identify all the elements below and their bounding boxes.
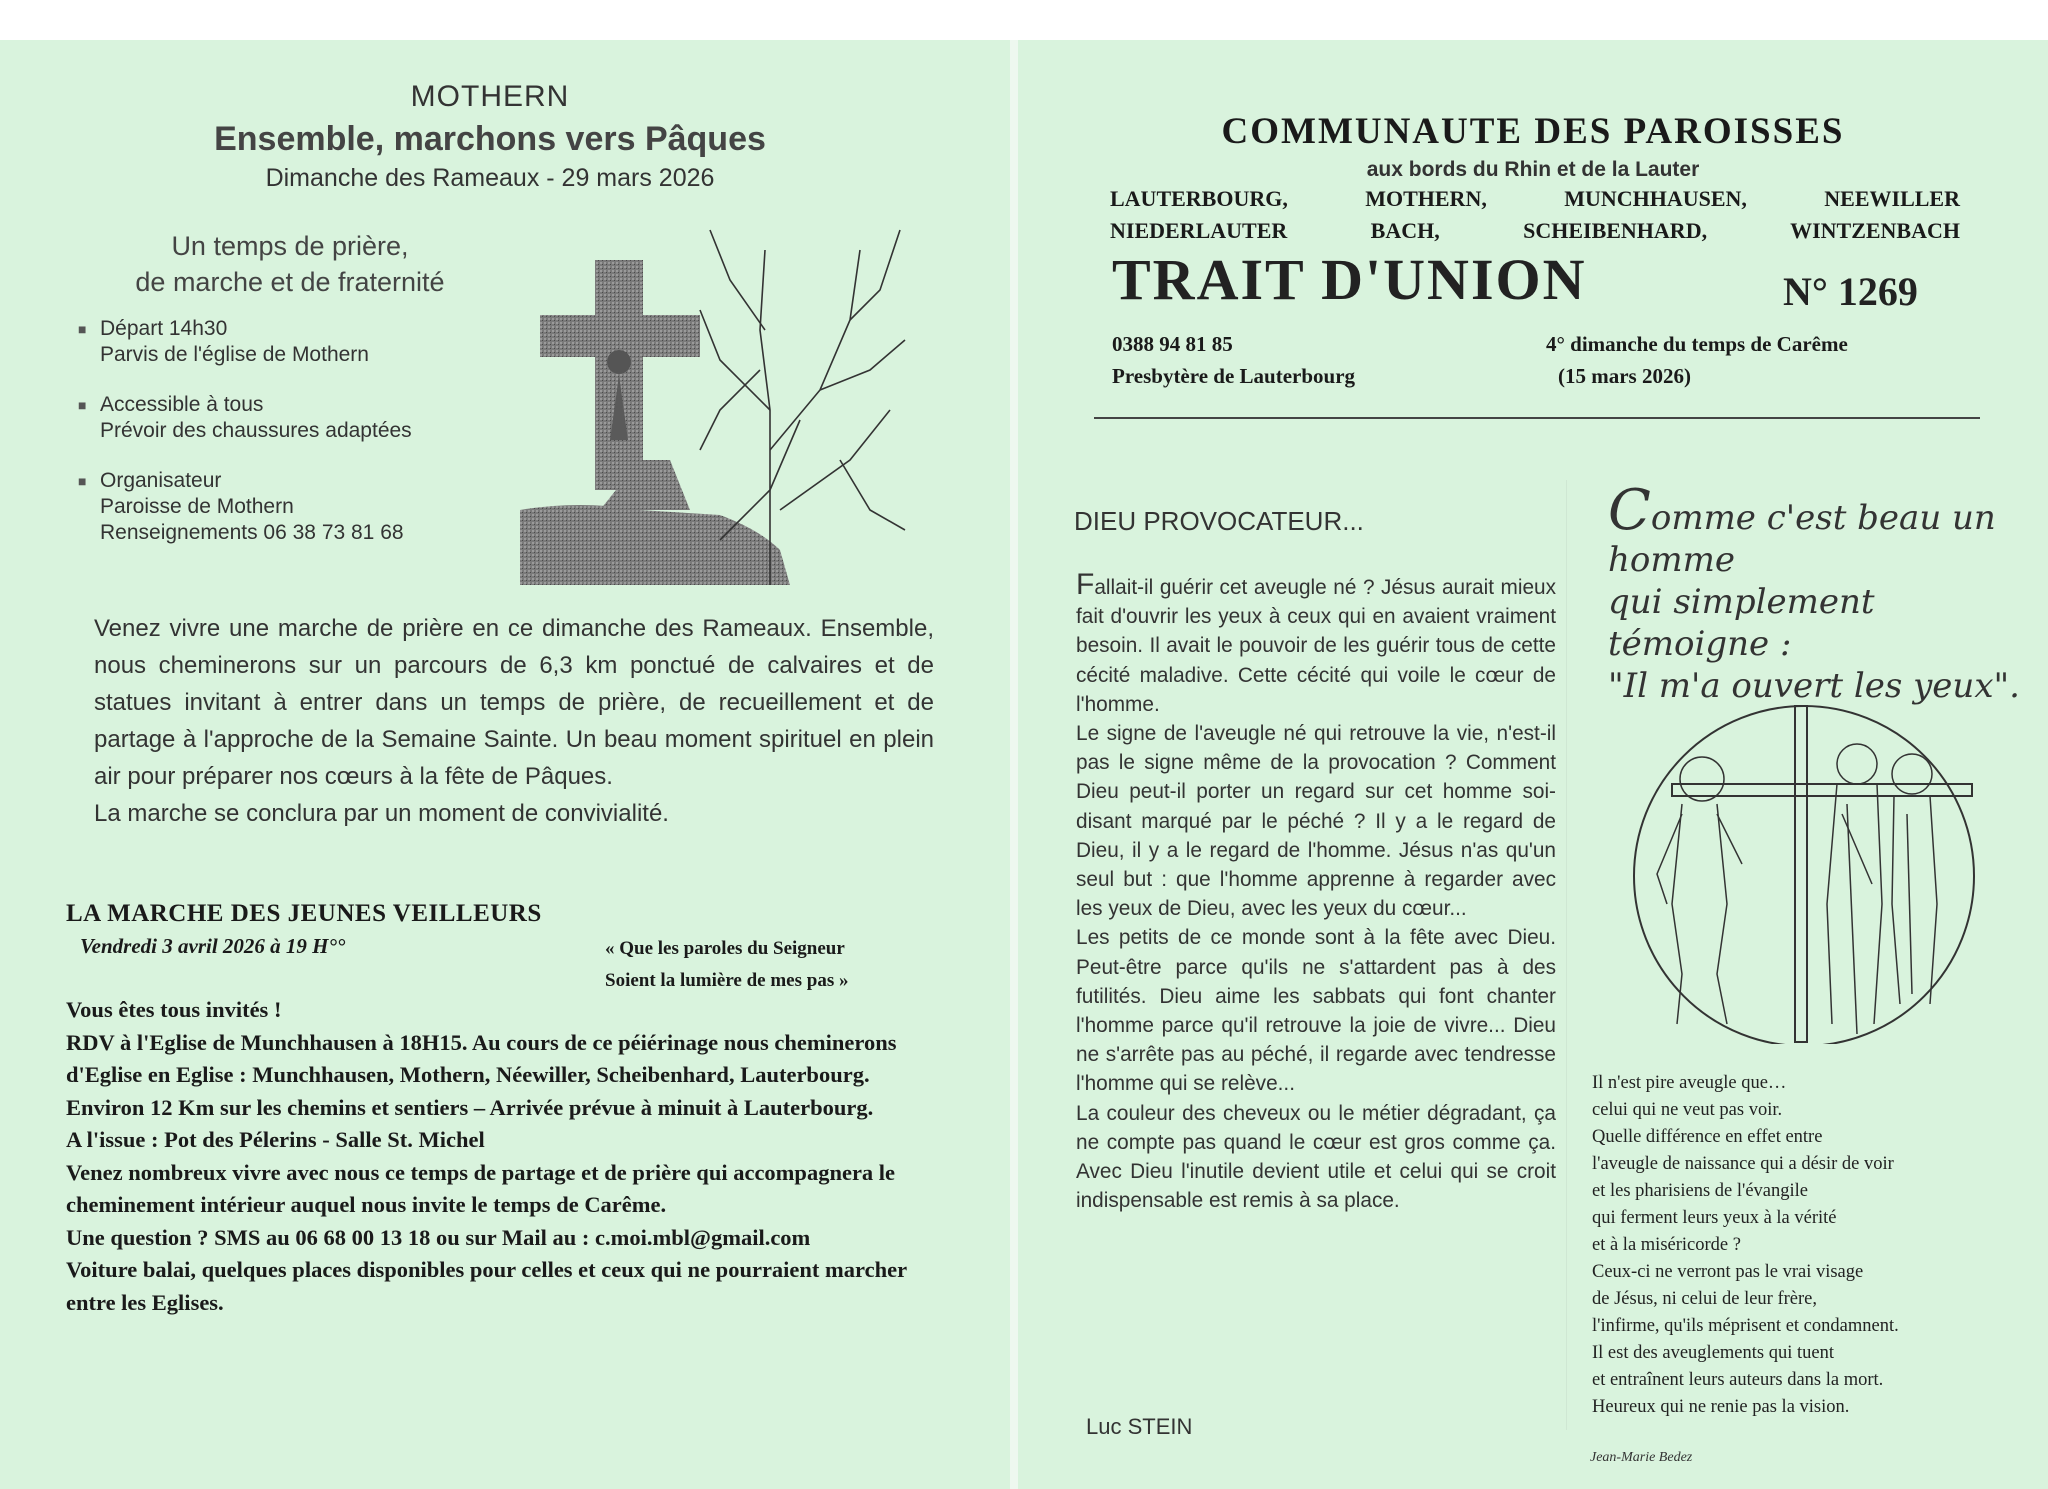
dropcap: F: [1076, 568, 1095, 601]
info-title: Accessible à tous: [100, 393, 264, 416]
info-line: Paroisse de Mothern: [100, 495, 294, 518]
article-paragraph: [1076, 570, 1556, 719]
intro-closing: La marche se conclura par un moment de convivialité.: [94, 800, 669, 827]
phone-number: 0388 94 81 85: [1112, 332, 1233, 356]
info-title: Organisateur: [100, 469, 222, 492]
poem-line: et entraînent leurs auteurs dans la mort.: [1592, 1370, 1884, 1390]
left-page: [0, 40, 1010, 1489]
veilleurs-line: Voiture balai, quelques places disponibles pour celles et ceux qui ne pourraient marcher entre les Eglises.: [66, 1257, 907, 1315]
poem-line: Il n'est pire aveugle que…: [1592, 1073, 1787, 1093]
article-body: [1076, 570, 1556, 1215]
poem: [1592, 1070, 2042, 1421]
prayer-heading-line2: de marche et de fraternité: [135, 267, 445, 297]
info-item-depart: [78, 316, 530, 368]
presbytere: Presbytère de Lauterbourg: [1112, 364, 1356, 388]
veilleurs-line: Venez nombreux vivre avec nous ce temps de partage et de prière qui accompagnera le cheminement intérieur auquel nous invite le temps de Carême.: [66, 1159, 896, 1217]
issue-date: (15 mars 2026): [1558, 364, 1691, 388]
sunday-line: 4° dimanche du temps de Carême: [1546, 332, 1848, 356]
article-paragraph: La couleur des cheveux ou le métier dégradant, ça ne compte pas quand le cœur est gros comme ça. Avec Dieu l'inutile devient utile et celui qui se croit indispensable est remis à sa place.: [1076, 1101, 1556, 1213]
healing-illustration: [1612, 704, 2002, 1044]
mothern-subtitle: Ensemble, marchons vers Pâques: [214, 120, 766, 158]
poem-line: Quelle différence en effet entre: [1592, 1127, 1823, 1147]
communaute-subtitle: aux bords du Rhin et de la Lauter: [1366, 158, 1700, 181]
veilleurs-line: Vous êtes tous invités !: [66, 997, 282, 1022]
quote-title: [1608, 478, 2028, 707]
veilleurs-line: Environ 12 Km sur les chemins et sentiers – Arrivée prévue à minuit à Lauterbourg.: [66, 1094, 874, 1120]
info-line: Parvis de l'église de Mothern: [100, 343, 369, 366]
quote-line2: homme: [1608, 540, 1735, 580]
newsletter-title: TRAIT D'UNION: [1112, 247, 1587, 312]
poem-line: Heureux qui ne renie pas la vision.: [1592, 1397, 1850, 1417]
article-paragraph: Le signe de l'aveugle né qui retrouve la vie, n'est-il pas le signe même de la provocation ? Comment Dieu peut-il porter un regard sur cet homme soi-disant marqué par le péché ? Il y a le regard de Dieu, il y a le regard de l'homme. Jésus n'as qu'un seul but : que l'homme apprenne à regarder avec les yeux de Dieu, avec les yeux du cœur...: [1076, 722, 1556, 921]
parishes-line1: LAUTERBOURG, MOTHERN, MUNCHHAUSEN, NEEWILLER: [1110, 186, 1960, 211]
bullet-icon: ■: [78, 321, 87, 337]
info-title: Départ 14h30: [100, 317, 228, 340]
mothern-date: Dimanche des Rameaux - 29 mars 2026: [265, 164, 715, 192]
info-item-accessible: [78, 392, 530, 444]
veilleurs-heading: LA MARCHE DES JEUNES VEILLEURS: [66, 900, 542, 927]
veilleurs-quote-line1: « Que les paroles du Seigneur: [605, 938, 845, 959]
quote-line1-rest: omme c'est beau un: [1650, 498, 1996, 538]
intro-paragraph: [94, 610, 934, 832]
poem-line: de Jésus, ni celui de leur frère,: [1592, 1289, 1817, 1309]
poem-author: Jean-Marie Bedez: [1590, 1450, 1693, 1465]
quote-line4: "Il m'a ouvert les yeux".: [1608, 666, 2020, 706]
veilleurs-quote-line2: Soient la lumière de mes pas »: [605, 970, 849, 991]
article-author: Luc STEIN: [1086, 1414, 1193, 1439]
quote-line1: [1608, 478, 2028, 543]
veilleurs-line: A l'issue : Pot des Pélerins - Salle St. Michel: [66, 1127, 485, 1152]
article-paragraph-text: allait-il guérir cet aveugle né ? Jésus aurait mieux fait d'ouvrir les yeux à ceux qui en avaient vraiment besoin. Il avait le pouvoir de les guérir tous de cette cécité maladive. Cette cécité qui voile le cœur de l'homme.: [1076, 576, 1556, 716]
info-item-organisateur: [78, 468, 530, 546]
poem-line: Il est des aveuglements qui tuent: [1592, 1343, 1834, 1363]
info-line: Renseignements 06 38 73 81 68: [100, 521, 404, 544]
info-list: [78, 316, 530, 570]
communaute-title: COMMUNAUTE DES PAROISSES: [1221, 111, 1845, 152]
poem-line: qui ferment leurs yeux à la vérité: [1592, 1208, 1837, 1228]
poem-line: et à la miséricorde ?: [1592, 1235, 1741, 1255]
veilleurs-quote: [605, 933, 955, 997]
veilleurs-line: RDV à l'Eglise de Munchhausen à 18H15. Au cours de ce péiérinage nous cheminerons d'Eglise en Eglise : Munchhausen, Mothern, Néewiller, Scheibenhard, Lauterbourg.: [66, 1029, 897, 1087]
column-divider: [1566, 480, 1567, 1430]
bullet-icon: ■: [78, 473, 87, 489]
quote-initial: C: [1608, 478, 1651, 543]
article-paragraph: Les petits de ce monde sont à la fête avec Dieu. Peut-être parce qu'ils ne s'attardent pas à des futilités. Dieu aime les sabbats qui font chanter l'homme parce qu'il retrouve la joie de vivre... Dieu ne s'arrête pas au péché, il regarde avec tendresse l'homme qui se relève...: [1076, 926, 1556, 1096]
poem-line: l'aveugle de naissance qui a désir de voir: [1592, 1154, 1894, 1174]
right-page: [1018, 40, 2048, 1489]
poem-line: celui qui ne veut pas voir.: [1592, 1100, 1783, 1120]
veilleurs-line: Une question ? SMS au 06 68 00 13 18 ou sur Mail au : c.moi.mbl@gmail.com: [66, 1224, 811, 1250]
bullet-icon: ■: [78, 397, 87, 413]
poem-line: et les pharisiens de l'évangile: [1592, 1181, 1809, 1201]
parishes-line2: NIEDERLAUTER BACH, SCHEIBENHARD, WINTZENBACH: [1110, 218, 1960, 243]
header-rule: [1094, 417, 1980, 419]
prayer-heading-line1: Un temps de prière,: [171, 231, 409, 261]
quote-line3: qui simplement témoigne :: [1608, 582, 1875, 664]
crucifix-image: [520, 210, 910, 585]
poem-line: l'infirme, qu'ils méprisent et condamnent.: [1592, 1316, 1899, 1336]
issue-number: N° 1269: [1783, 269, 1918, 314]
veilleurs-date: Vendredi 3 avril 2026 à 19 H°°: [80, 934, 346, 958]
prayer-heading: [80, 228, 500, 300]
info-line: Prévoir des chaussures adaptées: [100, 419, 412, 442]
mothern-title: MOTHERN: [410, 80, 570, 113]
page-fold: [1010, 40, 1018, 1489]
veilleurs-body: [66, 994, 946, 1319]
article-heading: DIEU PROVOCATEUR...: [1074, 506, 1364, 536]
intro-text: Venez vivre une marche de prière en ce dimanche des Rameaux. Ensemble, nous cheminerons sur un parcours de 6,3 km ponctué de calvaires et de statues invitant à entrer dans un temps de prière, de recueillement et de partage à l'approche de la Semaine Sainte. Un beau moment spirituel en plein air pour préparer nos cœurs à la fête de Pâques.: [94, 615, 934, 790]
poem-line: Ceux-ci ne verront pas le vrai visage: [1592, 1262, 1864, 1282]
